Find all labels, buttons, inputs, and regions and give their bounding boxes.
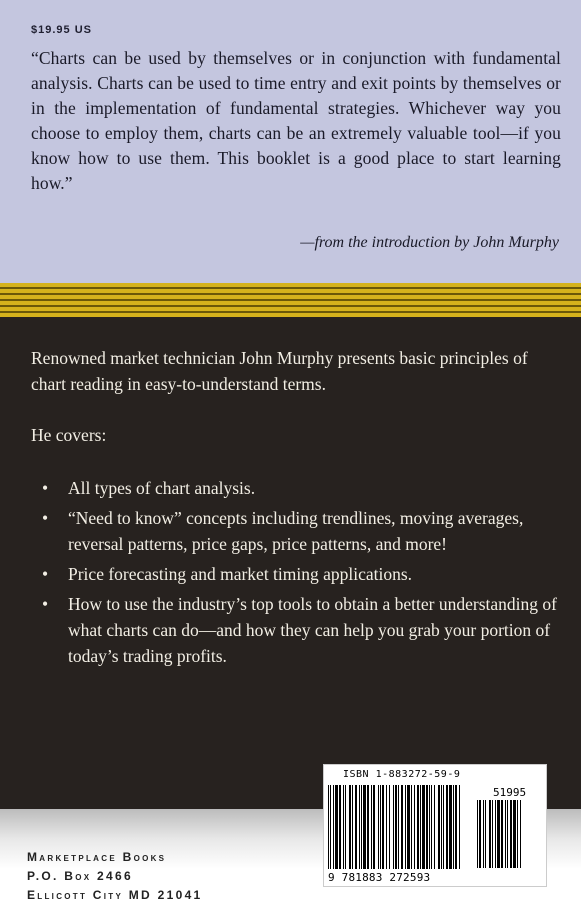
bullet-icon: • bbox=[42, 564, 49, 584]
barcode-price-code: 51995 bbox=[493, 786, 527, 799]
barcode-label bbox=[323, 764, 547, 887]
barcode-icon bbox=[328, 785, 473, 871]
publisher-po-box: P.O. Box 2466 bbox=[27, 869, 133, 883]
price-label: $19.95 US bbox=[31, 24, 92, 36]
publisher-city: Ellicott City MD 21041 bbox=[27, 888, 203, 902]
quote-attribution: —from the introduction by John Murphy bbox=[300, 234, 559, 251]
publisher-address bbox=[27, 848, 203, 905]
bullet-icon: • bbox=[42, 478, 49, 498]
publisher-name: Marketplace Books bbox=[27, 850, 167, 864]
bullet-text: All types of chart analysis. bbox=[68, 478, 256, 498]
barcode-digits: 9 781883 272593 bbox=[328, 871, 431, 884]
barcode-addon-icon bbox=[477, 800, 539, 870]
bullet-text: “Need to know” concepts including trendlines, moving averages, reversal patterns, price gaps, price patterns, and more! bbox=[68, 508, 524, 554]
bullet-text: Price forecasting and market timing applications. bbox=[68, 564, 413, 584]
list-item bbox=[40, 505, 560, 557]
bullet-icon: • bbox=[42, 508, 49, 528]
isbn-number: ISBN 1-883272-59-9 bbox=[343, 769, 461, 780]
list-item bbox=[40, 591, 560, 669]
bullet-text: How to use the industry’s top tools to obtain a better understanding of what charts can do—and how they can help you grab your portion of today’s trading profits. bbox=[68, 594, 557, 666]
list-item bbox=[40, 561, 560, 587]
covers-label: He covers: bbox=[31, 425, 107, 445]
gold-stripe-band bbox=[0, 283, 581, 317]
bullet-list bbox=[40, 475, 560, 673]
intro-paragraph: Renowned market technician John Murphy presents basic principles of chart reading in easy-to-understand terms. bbox=[31, 348, 528, 394]
quote-text: “Charts can be used by themselves or in conjunction with fundamental analysis. Charts can be used to time entry and exit points by themselves or in the implementation of fundamental strategies. Whichever way you choose to employ them, charts can be an extremely valuable tool—if you know how to use them. This booklet is a good place to start learning how.” bbox=[31, 48, 561, 193]
list-item bbox=[40, 475, 560, 501]
bullet-icon: • bbox=[42, 594, 49, 614]
